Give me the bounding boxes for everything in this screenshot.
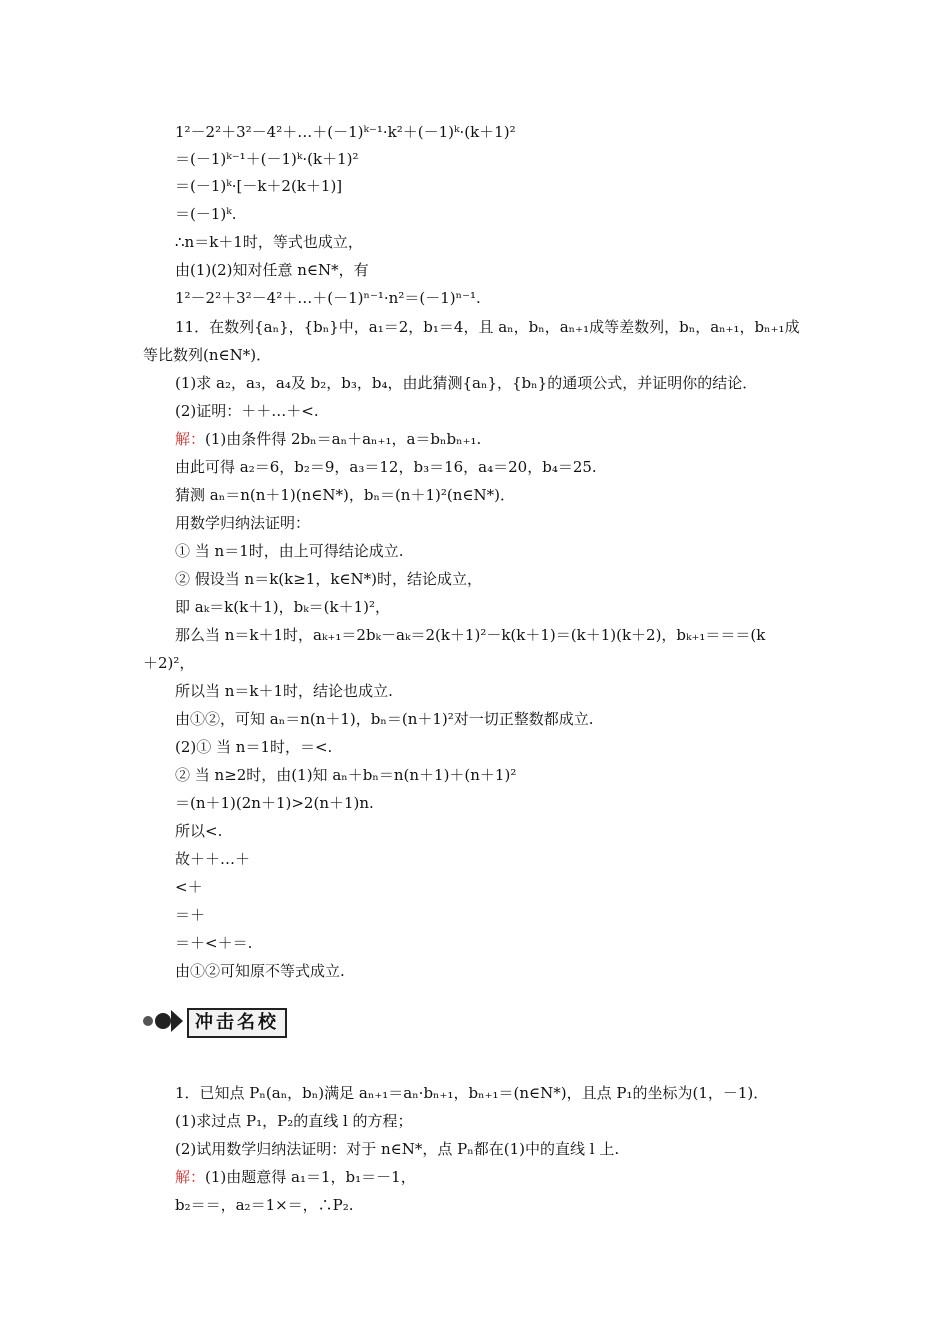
- text-line: ＝(n＋1)(2n＋1)>2(n＋1)n.: [175, 794, 374, 812]
- text-line: 1²－2²＋3²－4²＋…＋(－1)ᵏ⁻¹·k²＋(－1)ᵏ·(k＋1)²: [175, 123, 516, 141]
- text-line: 故＋＋…＋: [175, 850, 251, 868]
- text-line: 用数学归纳法证明：: [175, 514, 311, 532]
- solution-line: [175, 428, 481, 450]
- text-line: ＝＋: [175, 906, 206, 924]
- text-line: ＝(－1)ᵏ·[－k＋2(k＋1)]: [175, 177, 343, 195]
- section-title: 冲击名校: [187, 1008, 287, 1038]
- problem-1-statement: 1．已知点 Pₙ(aₙ，bₙ)满足 aₙ₊₁＝aₙ·bₙ₊₁，bₙ₊₁＝(n∈N*)，且点 P₁的坐标为(1，－1)．: [175, 1084, 769, 1102]
- section-banner: [143, 1006, 303, 1036]
- solution-label: 解：: [175, 1168, 206, 1186]
- text-line: <＋: [175, 878, 203, 896]
- problem-1-part-1: (1)求过点 P₁，P₂的直线 l 的方程；: [175, 1112, 413, 1130]
- problem-11-part-2: (2)证明：＋＋…＋<.: [175, 402, 319, 420]
- problem-11-part-1: (1)求 a₂，a₃，a₄及 b₂，b₃，b₄，由此猜测{aₙ}，{bₙ}的通项公式，并证明你的结论．: [175, 374, 758, 392]
- text-line: 所以<.: [175, 822, 223, 840]
- text-line: 由①②可知原不等式成立.: [175, 962, 345, 980]
- text-line: ＋2)²，: [143, 654, 195, 672]
- text-line: 由此可得 a₂＝6，b₂＝9，a₃＝12，b₃＝16，a₄＝20，b₄＝25.: [175, 458, 597, 476]
- problem-11-statement: 11．在数列{aₙ}，{bₙ}中，a₁＝2，b₁＝4，且 aₙ，bₙ，aₙ₊₁成等差数列，bₙ，aₙ₊₁，bₙ₊₁成: [175, 318, 800, 336]
- solution-label: 解：: [175, 430, 206, 448]
- text-line: ② 假设当 n＝k(k≥1，k∈N*)时，结论成立，: [175, 570, 483, 588]
- text-line: b₂＝＝，a₂＝1×＝，∴P₂.: [175, 1196, 354, 1214]
- text-line: 猜测 aₙ＝n(n＋1)(n∈N*)，bₙ＝(n＋1)²(n∈N*)．: [175, 486, 515, 504]
- text-line: ∴n＝k＋1时，等式也成立，: [175, 233, 363, 251]
- text-line: ① 当 n＝1时，由上可得结论成立.: [175, 542, 404, 560]
- text-line: 1²－2²＋3²－4²＋…＋(－1)ⁿ⁻¹·n²＝(－1)ⁿ⁻¹.: [175, 289, 481, 307]
- text-line: 那么当 n＝k＋1时，aₖ₊₁＝2bₖ－aₖ＝2(k＋1)²－k(k＋1)＝(k＋1)(k＋2)，bₖ₊₁＝＝＝(k: [175, 626, 766, 644]
- text-line: 即 aₖ＝k(k＋1)，bₖ＝(k＋1)²，: [175, 598, 391, 616]
- text-line: (2)① 当 n＝1时，＝<.: [175, 738, 333, 756]
- text-line: ＝(－1)ᵏ.: [175, 205, 237, 223]
- solution-text: (1)由题意得 a₁＝1，b₁＝－1，: [205, 1168, 416, 1186]
- dot-icon: [155, 1013, 171, 1029]
- solution-line: [175, 1166, 416, 1188]
- problem-1-part-2: (2)试用数学归纳法证明：对于 n∈N*，点 Pₙ都在(1)中的直线 l 上.: [175, 1140, 620, 1158]
- text-line: ＝(－1)ᵏ⁻¹＋(－1)ᵏ·(k＋1)²: [175, 150, 359, 168]
- text-line: 所以当 n＝k＋1时，结论也成立.: [175, 682, 393, 700]
- text-line: ＝＋<＋＝.: [175, 934, 253, 952]
- text-line: 由①②，可知 aₙ＝n(n＋1)，bₙ＝(n＋1)²对一切正整数都成立.: [175, 710, 594, 728]
- arrow-right-icon: [171, 1010, 183, 1032]
- text-line: 由(1)(2)知对任意 n∈N*，有: [175, 261, 369, 279]
- solution-text: (1)由条件得 2bₙ＝aₙ＋aₙ₊₁，a＝bₙbₙ₊₁.: [205, 430, 482, 448]
- dot-icon: [143, 1016, 153, 1026]
- text-line: ② 当 n≥2时，由(1)知 aₙ＋bₙ＝n(n＋1)＋(n＋1)²: [175, 766, 517, 784]
- problem-11-statement-cont: 等比数列(n∈N*)．: [143, 346, 272, 364]
